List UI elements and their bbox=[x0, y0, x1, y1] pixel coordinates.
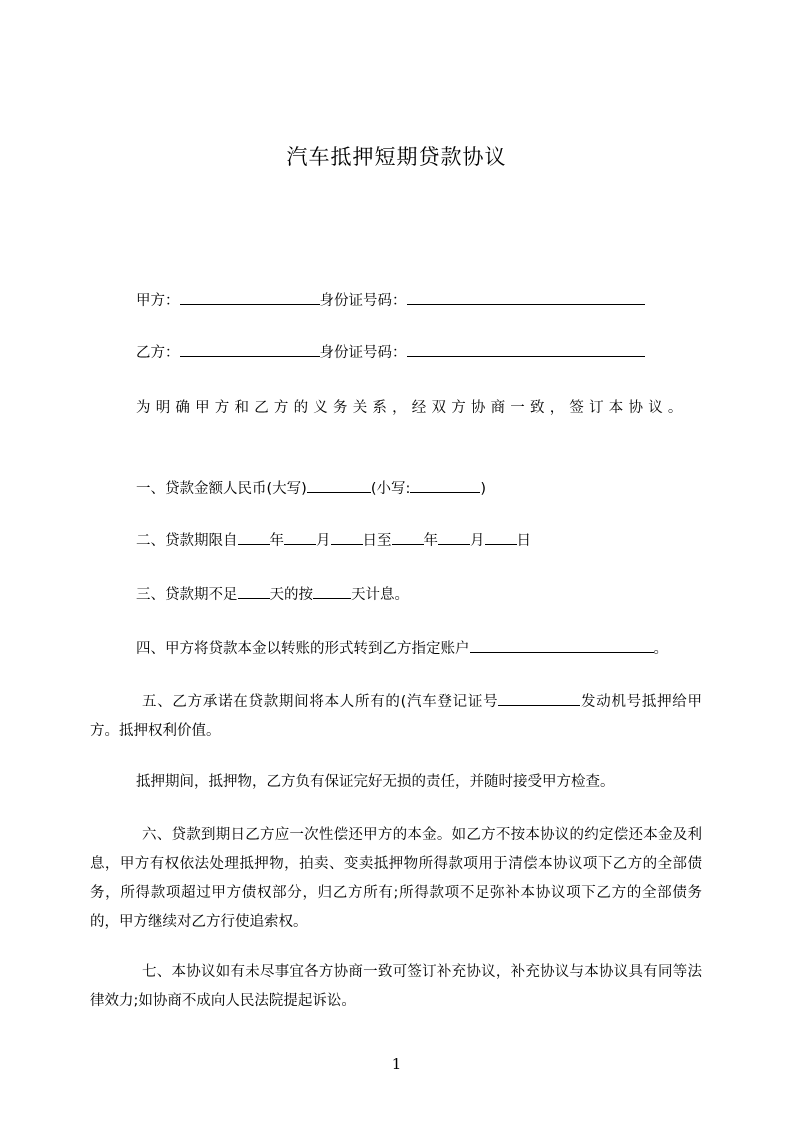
clause-4-suffix: 。 bbox=[653, 641, 668, 657]
clause-3-middle: 天的按 bbox=[269, 587, 313, 603]
party-b-label: 乙方： bbox=[136, 345, 180, 361]
clause-2-month2: 月 bbox=[470, 533, 485, 549]
clause-5-prefix: 五、乙方承诺在贷款期间将本人所有的(汽车登记证号 bbox=[142, 694, 499, 710]
clause-2-day2: 日 bbox=[516, 533, 531, 549]
party-a-id-label: 身份证号码： bbox=[319, 293, 407, 309]
start-month-blank bbox=[284, 530, 316, 545]
document-title: 汽车抵押短期贷款协议 bbox=[286, 145, 507, 169]
clause-5 bbox=[90, 688, 702, 746]
start-year-blank bbox=[238, 530, 270, 545]
clause-2-month1: 月 bbox=[316, 533, 331, 549]
clause-2-year1: 年 bbox=[269, 533, 284, 549]
page-number: 1 bbox=[391, 1055, 402, 1073]
clause-3-prefix: 三、贷款期不足 bbox=[136, 587, 238, 603]
registration-number-blank bbox=[498, 691, 580, 706]
clause-1 bbox=[136, 478, 486, 499]
party-b-id-blank bbox=[407, 342, 645, 357]
clause-1-prefix: 一、贷款金额人民币(大写) bbox=[136, 481, 307, 497]
clause-4 bbox=[136, 638, 668, 659]
clause-5-suffix: 发动机号抵押给甲方。抵押权利价值。 bbox=[90, 694, 703, 739]
party-a-name-blank bbox=[180, 290, 320, 305]
amount-capital-blank bbox=[307, 478, 371, 493]
party-b-id-label: 身份证号码： bbox=[319, 345, 407, 361]
end-day-blank bbox=[485, 530, 517, 545]
clause-2 bbox=[136, 530, 531, 551]
clause-1-suffix: ) bbox=[480, 481, 487, 497]
clause-4-prefix: 四、甲方将贷款本金以转账的形式转到乙方指定账户 bbox=[136, 641, 470, 657]
clause-6: 六、贷款到期日乙方应一次性偿还甲方的本金。如乙方不按本协议的约定偿还本金及利息，甲方有权依法处理抵押物，拍卖、变卖抵押物所得款项用于清偿本协议项下乙方的全部债务，所得款项超过甲方债权部分，归乙方所有;所得款项不足弥补本协议项下乙方的全部债务的，甲方继续对乙方行使追索权。 bbox=[90, 827, 702, 930]
clause-1-middle: (小写: bbox=[370, 481, 411, 497]
party-a-label: 甲方： bbox=[136, 293, 180, 309]
amount-numeric-blank bbox=[410, 478, 480, 493]
start-day-blank bbox=[331, 530, 363, 545]
short-days-blank bbox=[238, 584, 270, 599]
party-b-line bbox=[136, 342, 645, 363]
end-year-blank bbox=[392, 530, 424, 545]
interest-days-blank bbox=[313, 584, 351, 599]
party-a-line bbox=[136, 290, 645, 311]
clause-2-day1: 日至 bbox=[362, 533, 392, 549]
party-a-id-blank bbox=[407, 290, 645, 305]
clause-3-suffix: 天计息。 bbox=[351, 587, 409, 603]
end-month-blank bbox=[438, 530, 470, 545]
party-b-name-blank bbox=[180, 342, 320, 357]
intro-text: 为明确甲方和乙方的义务关系，经双方协商一致，签订本协议。 bbox=[136, 400, 688, 416]
clause-7: 七、本协议如有未尽事宜各方协商一致可签订补充协议，补充协议与本协议具有同等法律效力;如协商不成向人民法院提起诉讼。 bbox=[90, 964, 702, 1009]
account-blank bbox=[470, 638, 654, 653]
clause-5b: 抵押期间，抵押物，乙方负有保证完好无损的责任，并随时接受甲方检查。 bbox=[136, 774, 615, 790]
clause-2-year2: 年 bbox=[423, 533, 438, 549]
clause-3 bbox=[136, 584, 409, 605]
clause-2-prefix: 二、贷款期限自 bbox=[136, 533, 238, 549]
